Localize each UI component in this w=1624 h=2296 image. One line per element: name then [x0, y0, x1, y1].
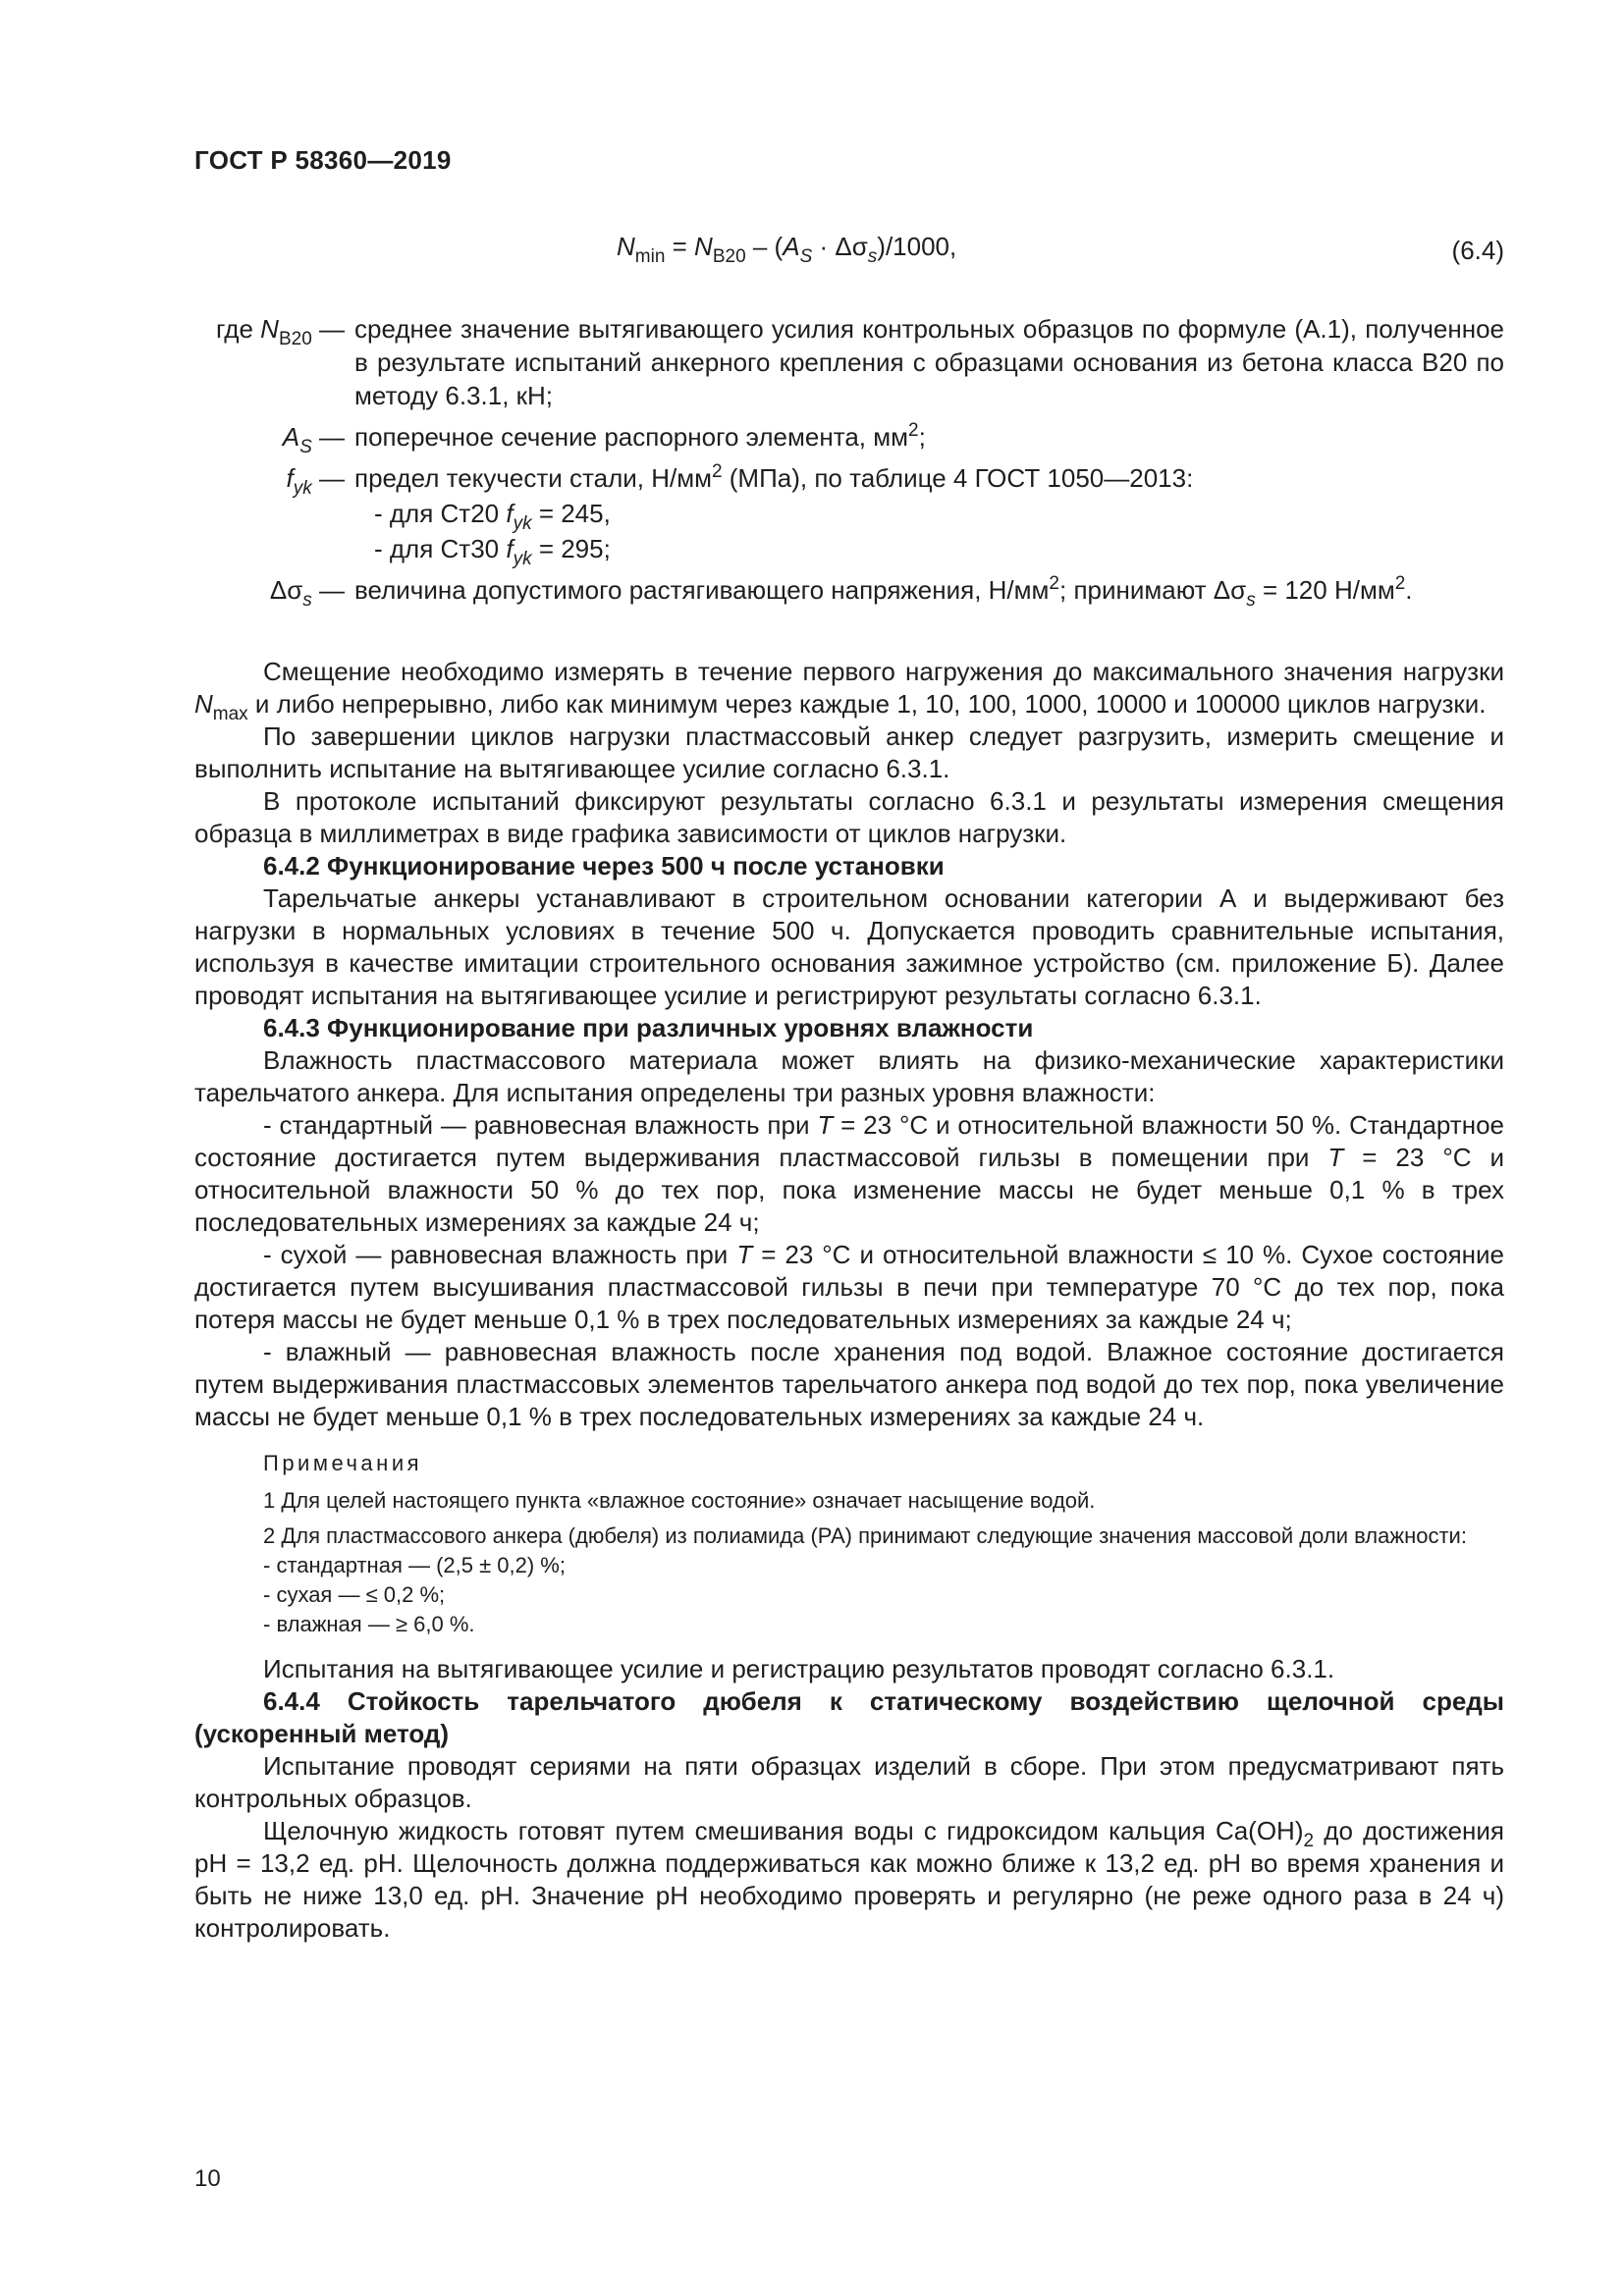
note-list-item: - влажная — ≥ 6,0 %. — [263, 1612, 475, 1636]
definition-subitem: - для Ст20 $f_{yk} = 245$, — [374, 499, 611, 534]
definition-symbol: $f_{yk}$ — — [286, 463, 345, 499]
paragraph-humidity: Влажность пластмассового материала может влиять на физико-механические характеристики тарельчатого анкера. Для испытания определены три разных уровня влажности: — [194, 1045, 1504, 1107]
symbol-definitions — [194, 312, 1504, 614]
note-1: 1 Для целей настоящего пункта «влажное состояние» означает насыщение водой. — [263, 1488, 1096, 1513]
definition-text: среднее значение вытягивающего усилия контрольных образцов по формуле (А.1), полученное в результате испытаний анкерного крепления с образцами основания из бетона класса В20 по методу 6.3.1, кН; — [354, 314, 1504, 410]
definition-text: предел текучести стали, $Н/мм^2$ (МПа), по таблице 4 ГОСТ 1050—2013: — [354, 461, 1194, 493]
formula-expression: $N_{min} = N_{B20} - (A_S \cdot \Delta\sigma_s)/1000$, — [617, 232, 957, 267]
definition-symbol: $A_S$ — — [282, 422, 345, 457]
list-item-wet: - влажный — равновесная влажность после хранения под водой. Влажное состояние достигается путем выдерживания пластмассовых элементов тарельчатого анкера под водой до тех пор, пока увеличение массы не будет меньше 0,1 % в трех последовательных измерениях за каждые 24 ч. — [194, 1337, 1504, 1431]
definition-delta-sigma — [194, 573, 1504, 611]
definition-st20 — [194, 497, 1504, 534]
body-text — [194, 656, 1504, 1945]
section-heading-6-4-3: 6.4.3 Функционирование при различных уровнях влажности — [263, 1013, 1034, 1042]
note-2: 2 Для пластмассового анкера (дюбеля) из полиамида (РА) принимают следующие значения массовой доли влажности: — [263, 1523, 1467, 1548]
note-2-list — [263, 1551, 1504, 1639]
paragraph-tests: Испытания на вытягивающее усилие и регистрацию результатов проводят согласно 6.3.1. — [263, 1654, 1335, 1683]
paragraph-alkaline: Щелочную жидкость готовят путем смешивания воды с гидроксидом кальция $Ca(OH)_2$ до достижения рН = 13,2 ед. рН. Щелочность должна поддерживаться как можно ближе к 13,2 ед. рН во время хранения и быть не ниже 13,0 ед. рН. Значение рН необходимо проверять и регулярно (не реже одного раза в 24 ч) контролировать. — [194, 1816, 1504, 1943]
formula-6-4 — [0, 232, 1624, 271]
section-heading-6-4-2: 6.4.2 Функционирование через 500 ч после установки — [263, 851, 945, 881]
paragraph-series: Испытание проводят сериями на пяти образцах изделий в сборе. При этом предусматривают пять контрольных образцов. — [194, 1751, 1504, 1813]
paragraph-unload: По завершении циклов нагрузки пластмассовый анкер следует разгрузить, измерить смещение и выполнить испытание на вытягивающее усилие согласно 6.3.1. — [194, 721, 1504, 783]
document-header: ГОСТ Р 58360—2019 — [194, 145, 452, 175]
section-heading-6-4-4: 6.4.4 Стойкость тарельчатого дюбеля к статическому воздействию щелочной среды (ускоренный метод) — [194, 1686, 1504, 1748]
definition-as — [194, 420, 1504, 457]
page-number: 10 — [194, 2165, 221, 2192]
definition-st30 — [194, 532, 1504, 569]
notes-title: Примечания — [263, 1451, 423, 1475]
definition-symbol: $\Delta\sigma_s$ — — [269, 575, 345, 611]
definition-symbol: где $N_{B20}$ — — [215, 314, 345, 349]
list-item-dry: - сухой — равновесная влажность при T = 23 °С и относительной влажности ≤ 10 %. Сухое состояние достигается путем высушивания пластмассовой гильзы в печи при температуре 70 °С до тех пор, пока потеря массы не будет меньше 0,1 % в трех последовательных измерениях за каждые 24 ч; — [194, 1240, 1504, 1334]
definition-fyk — [194, 461, 1504, 499]
paragraph-500h: Тарельчатые анкеры устанавливают в строительном основании категории А и выдерживают без нагрузки в нормальных условиях в течение 500 ч. Допускается проводить сравнительные испытания, используя в качестве имитации строительного основания зажимное устройство (см. приложение Б). Далее проводят испытания на вытягивающее усилие и регистрируют результаты согласно 6.3.1. — [194, 883, 1504, 1010]
definition-nb20 — [194, 312, 1504, 412]
note-list-item: - сухая — ≤ 0,2 %; — [263, 1582, 446, 1607]
definition-text: поперечное сечение распорного элемента, $мм^2$; — [354, 420, 926, 452]
list-item-standard: - стандартный — равновесная влажность при T = 23 °С и относительной влажности 50 %. Стандартное состояние достигается путем выдерживания пластмассовой гильзы в помещении при T = 23 °С и относительной влажности 50 % до тех пор, пока изменение массы не будет меньше 0,1 % в трех последовательных измерениях за каждые 24 ч; — [194, 1110, 1504, 1237]
definition-text: величина допустимого растягивающего напряжения, $Н/мм^2$; принимают $\Delta\sigma_s = 120$ $Н/мм^2$. — [354, 573, 1413, 611]
definition-subitem: - для Ст30 $f_{yk} = 295$; — [374, 534, 611, 569]
paragraph-displacement: Смещение необходимо измерять в течение первого нагружения до максимального значения нагрузки $N_{max}$ и либо непрерывно, либо как минимум через каждые 1, 10, 100, 1000, 10000 и 100000 циклов нагрузки. — [194, 657, 1504, 724]
formula-number: (6.4) — [1451, 236, 1504, 265]
note-list-item: - стандартная — (2,5 ± 0,2) %; — [263, 1553, 566, 1577]
paragraph-protocol: В протоколе испытаний фиксируют результаты согласно 6.3.1 и результаты измерения смещения образца в миллиметрах в виде графика зависимости от циклов нагрузки. — [194, 786, 1504, 848]
